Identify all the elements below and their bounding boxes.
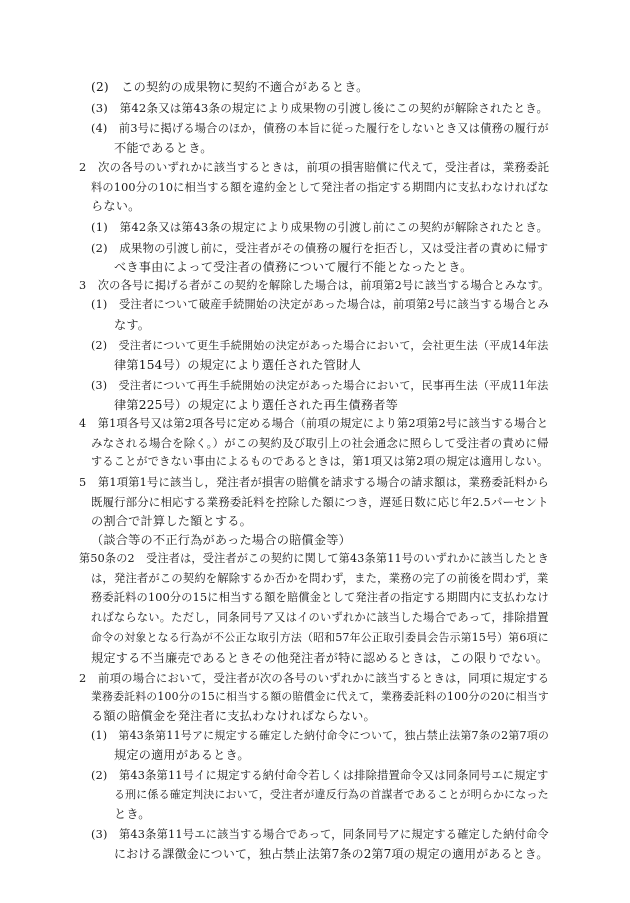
text-line: (1) 第42条又は第43条の規定により成果物の引渡し前にこの契約が解除されたとき。 (91, 220, 549, 234)
text-line: 第50条の2 受注者は，受注者がこの契約に関して第43条第11号のいずれかに該当したとき (79, 552, 549, 565)
text-line: 業務委託料の100分の15に相当する額の賠償金に代えて，業務委託料の100分の20に相当す (91, 690, 549, 703)
text-line: 料の100分の10に相当する額を違約金として発注者の指定する期間内に支払わなければな (91, 181, 549, 194)
text-line: における課徴金について，独占禁止法第7条の2第7項の規定の適用があるとき。 (114, 847, 549, 861)
text-line: (1) 第43条第11号アに規定する確定した納付命令について，独占禁止法第7条の2第7項の (91, 729, 550, 742)
text-line: 4 第1項各号又は第2項各号に定める場合（前項の規定により第2項第2号に該当する場合と (79, 417, 549, 430)
text-line: べき事由によって受注者の債務について履行不能となったとき。 (114, 260, 473, 274)
text-line: 律第154号）の規定により選任された管財人 (114, 358, 361, 372)
text-line: る額の賠償金を発注者に支払わなければならない。 (91, 709, 376, 723)
text-line: ればならない。ただし，同条同号ア又はイのいずれかに該当した場合であって，排除措置 (91, 611, 549, 624)
text-line: 2 前項の場合において，受注者が次の各号のいずれかに該当するときは，同項に規定する (79, 671, 550, 685)
text-line: (1) 受注者について破産手続開始の決定があった場合は，前項第2号に該当する場合とみ (91, 298, 550, 311)
text-line: 3 次の各号に掲げる者がこの契約を解除した場合は，前項第2号に該当する場合とみなす。 (79, 279, 550, 292)
text-line: 不能であるとき。 (114, 141, 213, 155)
text-line: 2 次の各号のいずれかに該当するときは，前項の損害賠償に代えて，受注者は，業務委託 (79, 160, 550, 174)
text-line: 5 第1項第1号に該当し，発注者が損害の賠償を請求する場合の請求額は，業務委託料から (79, 476, 549, 489)
section-heading: （談合等の不正行為があった場合の賠償金等） (91, 533, 352, 547)
text-line: (2) 受注者について更生手続開始の決定があった場合において，会社更生法（平成14年法 (91, 339, 549, 352)
text-line: みなされる場合を除く。）がこの契約及び取引上の社会通念に照らして受注者の責めに帰 (91, 436, 549, 450)
text-line: は，発注者がこの契約を解除するか否かを問わず，また，業務の完了の前後を問わず，業 (91, 572, 549, 585)
text-line: 既履行部分に相応する業務委託料を控除した額につき，遅延日数に応じ年2.5パーセント (91, 495, 549, 509)
text-line: 規定の適用があるとき。 (114, 748, 250, 762)
text-line: なす。 (114, 318, 151, 332)
text-line: らない。 (91, 199, 141, 213)
text-line: 律第225号）の規定により選任された再生債務者等 (114, 398, 398, 412)
text-line: る刑に係る確定判決において，受注者が違反行為の首謀者であることが明らかになった (114, 788, 549, 801)
text-line: 規定する不当廉売であるときその他発注者が特に認めるときは，この限りでない。 (91, 651, 549, 665)
text-line: 命令の対象となる行為が不公正な取引方法（昭和57年公正取引委員会告示第15号）第6項に (91, 631, 549, 644)
text-line: (3) 第42条又は第43条の規定により成果物の引渡し後にこの契約が解除されたとき。 (91, 101, 549, 115)
text-line: (3) 受注者について再生手続開始の決定があった場合において，民事再生法（平成11年法 (91, 379, 549, 392)
text-line: 務委託料の100分の15に相当する額を賠償金として発注者の指定する期間内に支払わなけ (91, 591, 549, 604)
text-line: (4) 前3号に掲げる場合のほか，債務の本旨に従った履行をしないとき又は債務の履行が (91, 122, 549, 135)
text-line: の割合で計算した額とする。 (91, 514, 253, 528)
text-line: (2) 成果物の引渡し前に，受注者がその債務の履行を拒否し，又は受注者の責めに帰す (91, 241, 549, 255)
text-line: とき。 (114, 807, 151, 821)
text-line: (3) 第43条第11号エに該当する場合であって，同条同号アに規定する確定した納付命令 (91, 828, 549, 841)
text-line: (2) 第43条第11号イに規定する納付命令若しくは排除措置命令又は同条同号エに規定す (91, 769, 549, 782)
text-line: (2) この契約の成果物に契約不適合があるとき。 (91, 80, 369, 94)
text-line: することができない事由によるものであるときは，第1項又は第2項の規定は適用しない。 (91, 455, 549, 468)
